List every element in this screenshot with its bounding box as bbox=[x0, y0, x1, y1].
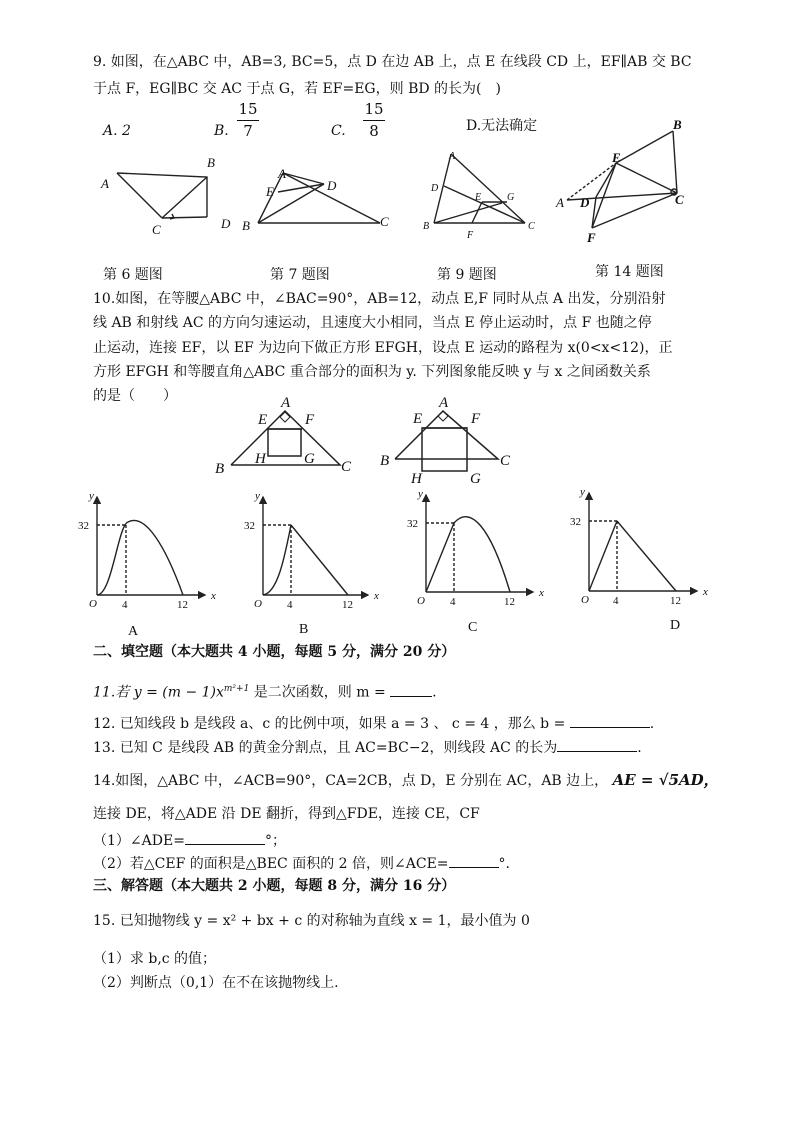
graph-b-origin: O bbox=[254, 598, 262, 610]
q14-text: 14.如图，△ABC 中，∠ACB=90°，CA=2CB，点 D，E 分别在 AC，AB 边上， bbox=[93, 773, 609, 789]
graph-b-y-label: y bbox=[255, 490, 260, 502]
graph-d-x-label: x bbox=[703, 586, 708, 598]
q14-part1 bbox=[93, 830, 286, 850]
q9-option-b-numerator: 15 bbox=[238, 100, 258, 118]
fig9-label-g: G bbox=[507, 192, 515, 203]
q9-line1: 9. 如图，在△ABC 中，AB=3, BC=5，点 D 在边 AB 上，点 E 在线段 CD 上，EF∥AB 交 BC bbox=[93, 54, 692, 70]
graph-c-y-tick: 32 bbox=[407, 518, 418, 530]
fig9-caption: 第 9 题图 bbox=[437, 267, 497, 283]
q10-fig1-label-c: C bbox=[341, 459, 352, 475]
q10-line4: 方形 EFGH 和等腰直角△ABC 重合部分的面积为 y. 下列图象能反映 y 与 x 之间函数关系 bbox=[93, 364, 651, 380]
graph-b-x-tick-4: 4 bbox=[287, 599, 293, 611]
q11-exponent: m²+1 bbox=[223, 684, 250, 694]
q10-fig1-label-b: B bbox=[215, 461, 225, 477]
q9-option-b-letter: B. bbox=[214, 123, 229, 139]
q9-option-b-denominator: 7 bbox=[243, 122, 253, 140]
fig6-label-b: B bbox=[207, 155, 215, 170]
q13 bbox=[93, 737, 642, 757]
q15-part1: （1）求 b,c 的值； bbox=[93, 951, 217, 967]
fig14-label-b: B bbox=[673, 117, 682, 132]
fig6-caption: 第 6 题图 bbox=[103, 267, 163, 283]
graph-a-y-tick: 32 bbox=[78, 520, 89, 532]
graph-a-x-label: x bbox=[211, 590, 216, 602]
graph-a-option-label: A bbox=[128, 624, 139, 639]
q14-part1-text: （1）∠ADE= bbox=[93, 833, 185, 849]
fig9-label-b: B bbox=[423, 221, 430, 232]
q10-fig1-label-g: G bbox=[304, 451, 315, 467]
q14-line1 bbox=[93, 771, 719, 790]
graph-a-x-tick-4: 4 bbox=[122, 599, 128, 611]
q13-answer-blank[interactable] bbox=[557, 737, 637, 752]
fig6-label-d: D bbox=[221, 216, 231, 231]
q10-line3: 止运动，连接 EF，以 EF 为边向下做正方形 EFGH，设点 E 运动的路程为 x(0<x<12)，正 bbox=[93, 340, 673, 356]
graph-d-origin: O bbox=[581, 594, 589, 606]
q9-option-c-numerator: 15 bbox=[364, 100, 384, 118]
figure-14-diagram bbox=[567, 131, 677, 228]
fig14-label-f: F bbox=[587, 230, 596, 245]
graph-d-x-tick-12: 12 bbox=[670, 595, 681, 607]
q9-option-a: A. 2 bbox=[103, 123, 131, 139]
q12 bbox=[93, 713, 654, 733]
q10-figure-left bbox=[231, 411, 340, 465]
fig7-caption: 第 7 题图 bbox=[270, 267, 330, 283]
q10-fig2-label-e: E bbox=[413, 411, 423, 427]
fig14-label-e: E bbox=[612, 150, 621, 165]
q9-option-c-letter: C. bbox=[331, 123, 346, 139]
q10-line1: 10.如图，在等腰△ABC 中，∠BAC=90°，AB=12，动点 E,F 同时从点 A 出发，分别沿射 bbox=[93, 291, 666, 307]
q11-prefix: 11.若 y = (m − 1)x bbox=[93, 684, 224, 701]
q10-fig1-label-h: H bbox=[255, 451, 266, 467]
q13-end: . bbox=[637, 740, 642, 756]
section2-heading: 二、填空题（本大题共 4 小题，每题 5 分，满分 20 分） bbox=[93, 644, 456, 660]
graph-c-y-label: y bbox=[418, 488, 423, 500]
q12-text: 12. 已知线段 b 是线段 a、c 的比例中项，如果 a = 3 、 c = 4 ，那么 b = bbox=[93, 716, 566, 732]
q10-fig2-label-f: F bbox=[471, 411, 481, 427]
q15-part2: （2）判断点（0,1）在不在该抛物线上. bbox=[93, 975, 339, 991]
q11-end: . bbox=[432, 684, 437, 701]
graph-a-y-label: y bbox=[89, 490, 94, 502]
geometry-figures bbox=[0, 110, 794, 290]
q14-line2: 连接 DE，将△ADE 沿 DE 翻折，得到△FDE，连接 CE，CF bbox=[93, 806, 480, 822]
q12-answer-blank[interactable] bbox=[570, 713, 650, 728]
graph-b-x-label: x bbox=[374, 590, 379, 602]
q10-line2: 线 AB 和射线 AC 的方向匀速运动，且速度大小相同，当点 E 停止运动时，点 F 也随之停 bbox=[93, 315, 652, 331]
fig14-label-a: A bbox=[556, 195, 564, 210]
graph-d-x-tick-4: 4 bbox=[613, 595, 619, 607]
graph-d-y-tick: 32 bbox=[570, 516, 581, 528]
q10-fig2-label-a: A bbox=[439, 395, 449, 411]
graph-c-x-label: x bbox=[539, 587, 544, 599]
fig6-label-a: A bbox=[101, 176, 109, 191]
fig9-label-a: A bbox=[449, 151, 456, 162]
q10-figures bbox=[0, 395, 794, 490]
fig14-label-c: C bbox=[675, 192, 684, 207]
q9-line2: 于点 F，EG∥BC 交 AC 于点 G，若 EF=EG，则 BD 的长为( ) bbox=[93, 81, 501, 97]
figure-6-diagram bbox=[117, 173, 207, 219]
graph-d-y-label: y bbox=[580, 486, 585, 498]
q10-fig1-label-f: F bbox=[305, 412, 315, 428]
graph-c bbox=[426, 495, 533, 592]
q14-part2-text: （2）若△CEF 的面积是△BEC 面积的 2 倍，则∠ACE= bbox=[93, 856, 449, 872]
q15: 15. 已知抛物线 y = x² + bx + c 的对称轴为直线 x = 1，最小值为 0 bbox=[93, 913, 530, 929]
section3-heading: 三、解答题（本大题共 2 小题，每题 8 分，满分 16 分） bbox=[93, 878, 456, 894]
fig6-label-c: C bbox=[152, 222, 161, 237]
q10-graph-options bbox=[0, 485, 794, 640]
fig7-label-c: C bbox=[380, 214, 389, 229]
fig9-label-f: F bbox=[467, 230, 474, 241]
q14-part2-answer-blank[interactable] bbox=[449, 853, 499, 868]
graph-a-origin: O bbox=[89, 598, 97, 610]
q10-figure-right bbox=[395, 411, 498, 471]
q11 bbox=[93, 680, 437, 702]
graph-c-origin: O bbox=[417, 595, 425, 607]
graph-d-option-label: D bbox=[670, 618, 681, 633]
q10-line5: 的是（ ） bbox=[93, 388, 177, 404]
q11-text: 是二次函数，则 m = bbox=[249, 684, 386, 701]
graph-c-option-label: C bbox=[468, 620, 478, 635]
q10-fig1-label-e: E bbox=[258, 412, 268, 428]
q10-fig2-label-g: G bbox=[470, 471, 481, 487]
graph-a bbox=[97, 497, 205, 595]
q10-fig2-label-h: H bbox=[411, 471, 422, 487]
q14-part2-end: °. bbox=[498, 856, 510, 872]
q13-text: 13. 已知 C 是线段 AB 的黄金分割点，且 AC=BC−2，则线段 AC 的长为 bbox=[93, 740, 558, 756]
fig14-caption: 第 14 题图 bbox=[595, 264, 664, 280]
fig9-label-c: C bbox=[528, 221, 535, 232]
graph-c-x-tick-12: 12 bbox=[504, 596, 515, 608]
q9-option-d: D.无法确定 bbox=[466, 118, 538, 134]
fig9-label-e: E bbox=[475, 192, 482, 203]
figure-9-diagram bbox=[434, 154, 525, 223]
fig7-label-b: B bbox=[242, 218, 250, 233]
graph-b bbox=[263, 497, 368, 595]
q14-condition: AE = √5AD， bbox=[612, 771, 719, 789]
fig7-label-e: E bbox=[266, 184, 274, 199]
graph-b-y-tick: 32 bbox=[244, 520, 255, 532]
figure-7-diagram bbox=[258, 173, 380, 223]
graph-b-option-label: B bbox=[299, 622, 309, 637]
graph-c-x-tick-4: 4 bbox=[450, 596, 456, 608]
graph-b-x-tick-12: 12 bbox=[342, 599, 353, 611]
fig14-label-d: D bbox=[580, 195, 590, 210]
fig7-label-d: D bbox=[327, 178, 337, 193]
q10-fig1-label-a: A bbox=[281, 395, 291, 411]
q14-part1-answer-blank[interactable] bbox=[185, 830, 265, 845]
q10-fig2-label-c: C bbox=[500, 453, 511, 469]
q11-answer-blank[interactable] bbox=[390, 682, 432, 697]
graph-a-x-tick-12: 12 bbox=[177, 599, 188, 611]
fig9-label-d: D bbox=[431, 183, 439, 194]
graph-d bbox=[589, 493, 697, 591]
q9-option-c-denominator: 8 bbox=[369, 122, 379, 140]
q14-part1-end: °； bbox=[264, 833, 286, 849]
fig7-label-a: A bbox=[278, 166, 286, 181]
q12-end: . bbox=[649, 716, 655, 732]
q14-part2 bbox=[93, 853, 510, 873]
q10-fig2-label-b: B bbox=[380, 453, 390, 469]
